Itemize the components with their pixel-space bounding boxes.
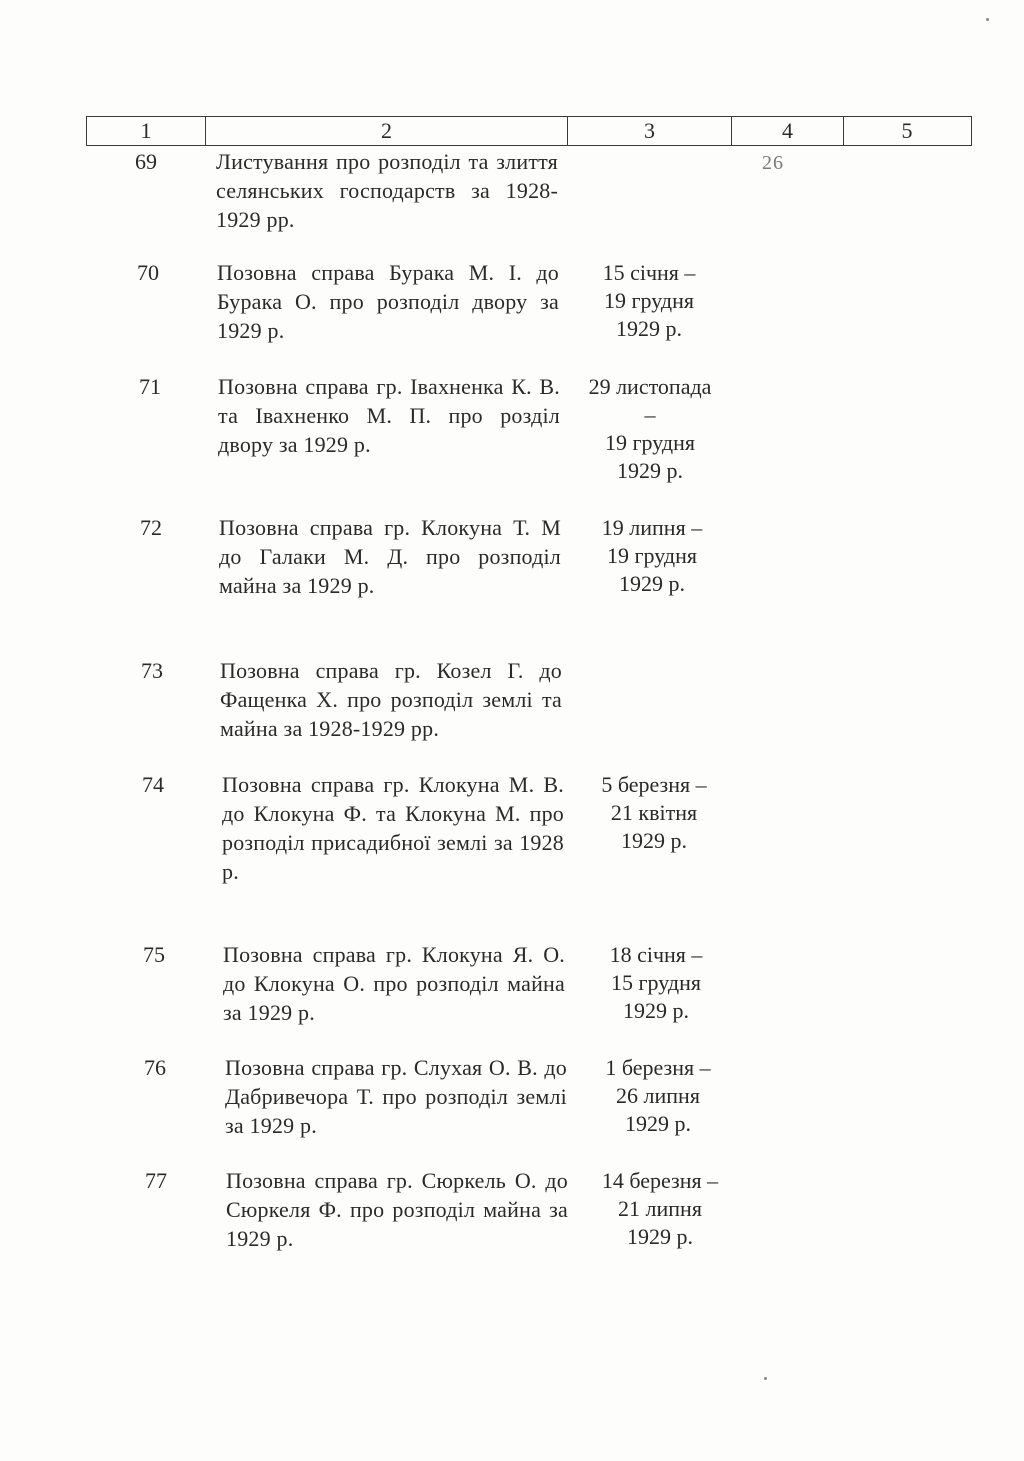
date-line: 19 липня – [601, 515, 703, 540]
row-number: 70 [137, 260, 159, 285]
row-date [569, 259, 729, 343]
row-title: Позовна справа гр. Слухая О. В. до Дабривечора Т. про розподіл землі за 1929 р. [225, 1055, 567, 1138]
date-line: 21 квітня [610, 800, 698, 825]
date-line: 29 листопада [588, 374, 712, 399]
row-date [580, 1167, 740, 1251]
date-line: 1929 р. [623, 998, 689, 1023]
header-cell-3: 3 [568, 117, 732, 145]
date-line: 1929 р. [617, 458, 683, 483]
row-title: Листування про розподіл та злиття селянських господарств за 1928-1929 рр. [216, 149, 558, 232]
scan-speck [986, 18, 989, 21]
date-line: 18 січня – [609, 942, 703, 967]
row-number: 77 [145, 1168, 167, 1193]
date-line: 1 березня – [605, 1055, 711, 1080]
date-line: 15 грудня [611, 970, 701, 995]
row-number: 69 [135, 149, 157, 174]
row-title: Позовна справа Бурака М. І. до Бурака О. про розподіл двору за 1929 р. [217, 260, 559, 343]
date-line: 19 грудня [604, 288, 694, 313]
row-number: 76 [144, 1055, 166, 1080]
row-title: Позовна справа гр. Козел Г. до Фащенка Х. про розподіл землі та майна за 1928-1929 рр. [220, 658, 562, 741]
date-line: 1929 р. [619, 571, 685, 596]
date-line: 1929 р. [616, 316, 682, 341]
date-line: 19 грудня [607, 543, 697, 568]
row-number: 74 [142, 772, 164, 797]
row-title: Позовна справа гр. Клокуна Я. О. до Клокуна О. про розподіл майна за 1929 р. [223, 942, 565, 1025]
row-number: 72 [140, 515, 162, 540]
header-cell-1: 1 [87, 117, 206, 145]
table-header-row [86, 116, 972, 146]
date-line: 5 березня – [601, 772, 707, 797]
row-title: Позовна справа гр. Клокуна М. В. до Клокуна Ф. та Клокуна М. про розподіл присадибної землі за 1928 р. [222, 772, 564, 884]
date-line: 21 липня [618, 1196, 702, 1221]
date-line: 19 грудня [605, 430, 695, 455]
header-cell-4: 4 [732, 117, 844, 145]
page-number-mark: 26 [762, 152, 784, 174]
header-cell-2: 2 [206, 117, 568, 145]
row-number: 71 [139, 374, 161, 399]
row-number: 75 [143, 942, 165, 967]
date-line: 1929 р. [621, 828, 687, 853]
date-line: 1929 р. [625, 1111, 691, 1136]
row-date [574, 771, 734, 855]
row-number: 73 [141, 658, 163, 683]
date-line: 15 січня – [602, 260, 696, 285]
date-line: 26 липня [616, 1083, 700, 1108]
date-line: 1929 р. [627, 1224, 693, 1249]
header-cell-5: 5 [901, 118, 913, 143]
row-date [576, 941, 736, 1025]
row-title: Позовна справа гр. Івахненка К. В. та Івахненко М. П. про розділ двору за 1929 р. [218, 374, 560, 457]
row-title: Позовна справа гр. Клокуна Т. М до Галаки М. Д. про розподіл майна за 1929 р. [219, 515, 561, 598]
row-date [572, 514, 732, 598]
date-line: 14 березня – [601, 1168, 719, 1193]
date-line: – [644, 402, 656, 427]
row-date [578, 1054, 738, 1138]
row-date [570, 373, 730, 485]
row-title: Позовна справа гр. Сюркель О. до Сюркеля Ф. про розподіл майна за 1929 р. [226, 1168, 568, 1251]
scan-speck [764, 1377, 767, 1380]
